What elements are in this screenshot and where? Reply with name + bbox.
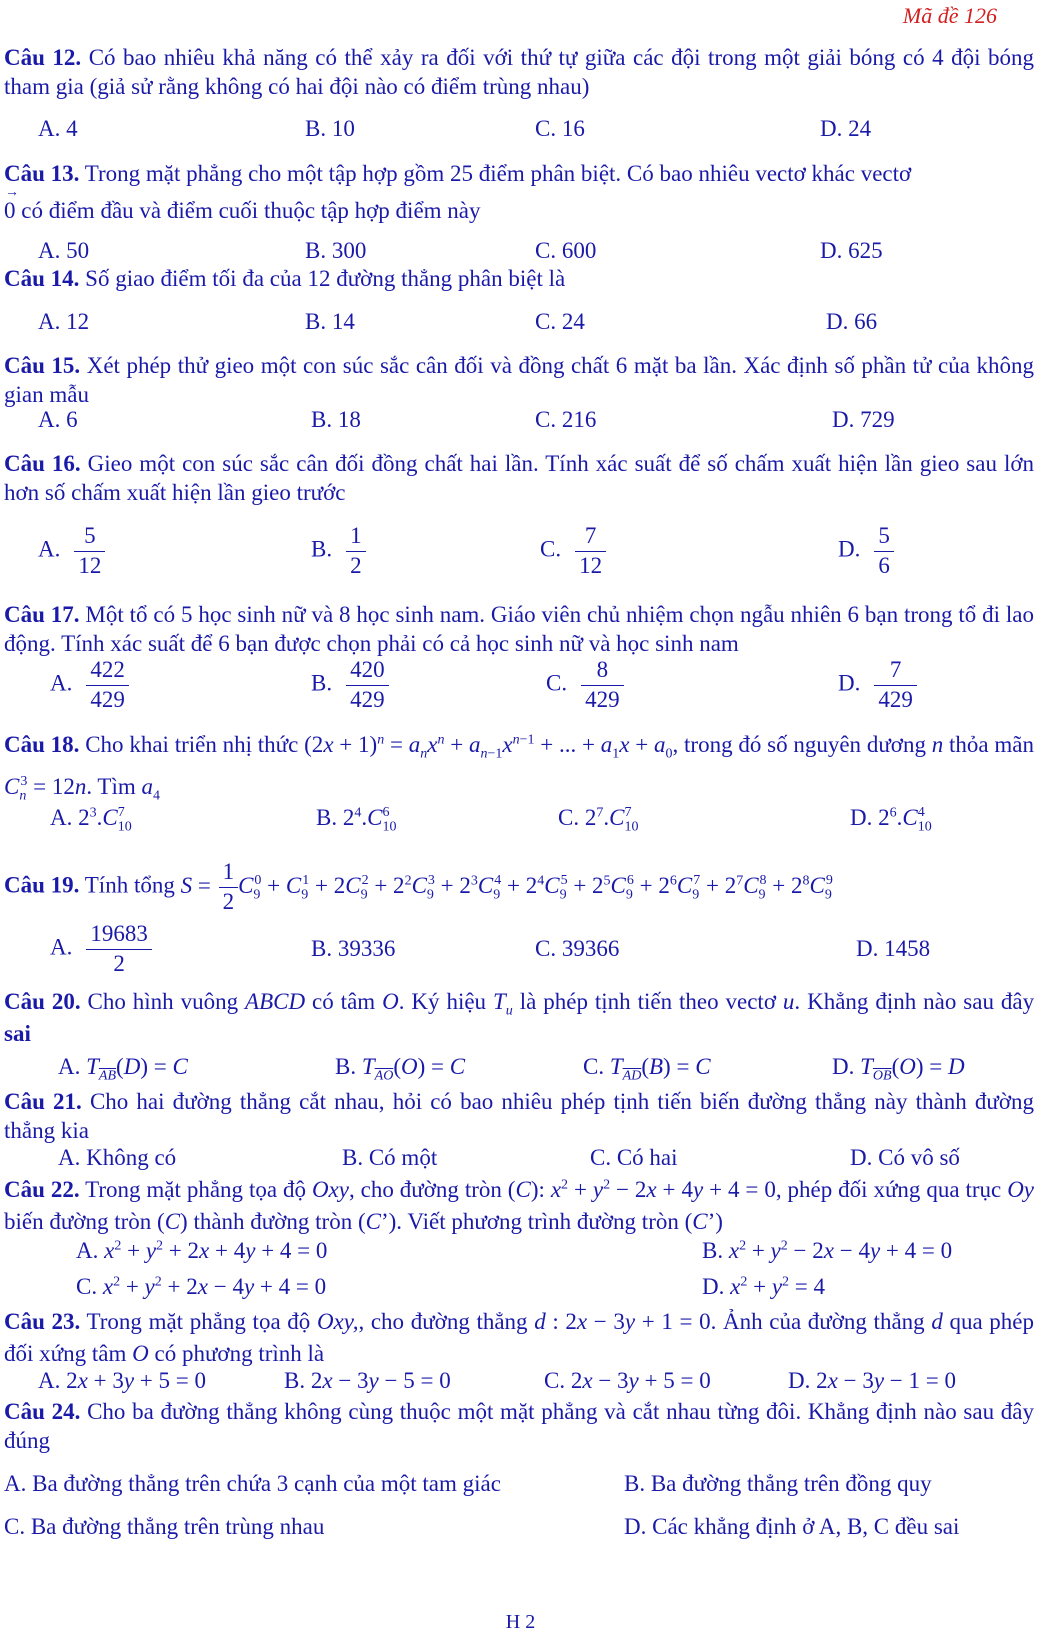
question-text: Xét phép thử gieo một con súc sắc cân đối và đồng chất 6 mặt ba lần. Xác định số phần tử của không gian mẫu: [4, 353, 1034, 407]
option-c[interactable]: C. Ba đường thẳng trên trùng nhau: [4, 1514, 325, 1539]
option-b[interactable]: B. 300: [305, 238, 367, 263]
question-12: [4, 44, 1034, 102]
question-text: Một tổ có 5 học sinh nữ và 8 học sinh nam. Giáo viên chủ nhiệm chọn ngẫu nhiên 6 bạn trong tổ đi lao động. Tính xác suất để 6 bạn được chọn phải có cả học sinh nữ và học sinh nam: [4, 602, 1035, 656]
question-text-2: có điểm đầu và điểm cuối thuộc tập hợp điểm này: [21, 197, 481, 223]
line-equation: d : 2x − 3y + 1 = 0: [534, 1309, 711, 1334]
question-number: Câu 18.: [4, 732, 80, 757]
question-19: Câu 19. Tính tổng S = $\frac{1}{2}$ $C_9^0 + C_9^1 + 2C_9^2 + 2^2C_9^3 + 2^3C_9^4 + 2^4C_9^5 + 2^5C_9^6 + 2^6C_9^7 + 2^7C_9^8 + 2^8C_9^9$: [4, 859, 833, 914]
question-number: Câu 21.: [4, 1089, 82, 1114]
option-c[interactable]: C. 600: [535, 238, 597, 263]
question-text: Cho hai đường thẳng cắt nhau, hỏi có bao nhiêu phép tịnh tiến biến đường thẳng này thành đường thẳng kia: [4, 1089, 1035, 1143]
options-16: [0, 522, 1041, 588]
option-b[interactable]: B. 18: [311, 407, 361, 432]
options-17: [0, 656, 1041, 722]
option-a[interactable]: A. 50: [38, 238, 90, 263]
question-21: [4, 1088, 1034, 1146]
option-d[interactable]: D. $2^6.C_{10}^4$: [850, 805, 932, 835]
question-17: [4, 601, 1034, 659]
question-number: Câu 16.: [4, 451, 81, 476]
option-d[interactable]: D. $T_{\overline{OB}}(O) = D$: [832, 1054, 965, 1084]
option-a[interactable]: A. $\frac{19683}{2}$: [50, 920, 152, 979]
option-a[interactable]: A. Ba đường thẳng trên chứa 3 cạnh của một tam giác: [4, 1471, 501, 1496]
option-b[interactable]: B. $x^2 + y^2 - 2x - 4y + 4 = 0$: [702, 1238, 953, 1263]
option-d[interactable]: D. $\frac{7}{429}$: [838, 656, 917, 715]
question-text: Cho ba đường thẳng không cùng thuộc một mặt phẳng và cắt nhau từng đôi. Khẳng định nào sau đây đúng: [4, 1399, 1034, 1453]
question-number: Câu 12.: [4, 45, 82, 70]
question-text: Số giao điểm tối đa của 12 đường thẳng phân biệt là: [85, 266, 566, 291]
question-text: Trong mặt phẳng cho một tập hợp gồm 25 điểm phân biệt. Có bao nhiêu vectơ khác vectơ: [84, 161, 912, 186]
question-text: Có bao nhiêu khả năng có thể xảy ra đối với thứ tự giữa các đội trong một giải bóng có 4 đội bóng tham gia (giả sử rằng không có hai đội nào có điểm trùng nhau): [4, 45, 1035, 99]
question-16: [4, 450, 1034, 508]
option-d[interactable]: D. $x^2 + y^2 = 4$: [702, 1274, 826, 1299]
question-23: Câu 23. Trong mặt phẳng tọa độ Oxy,, cho đường thẳng d : 2x − 3y + 1 = 0. Ảnh của đường thẳng d qua phép đối xứng tâm O có phương trình là: [4, 1309, 1035, 1367]
option-c[interactable]: C. Có hai: [590, 1145, 678, 1170]
question-number: Câu 22.: [4, 1177, 80, 1202]
circle-equation: $x^2 + y^2 - 2x + 4y + 4 = 0$: [550, 1177, 776, 1202]
option-a[interactable]: A. 2x + 3y + 5 = 0: [38, 1368, 206, 1393]
option-a[interactable]: A. $\frac{5}{12}$: [38, 522, 105, 581]
option-c[interactable]: C. 39366: [535, 936, 620, 961]
option-a[interactable]: A. $T_{\overline{AB}}(D) = C$: [58, 1054, 188, 1084]
question-14: [4, 265, 1034, 294]
option-b[interactable]: B. Ba đường thẳng trên đồng quy: [624, 1471, 932, 1496]
options-14: [0, 308, 1041, 344]
option-c[interactable]: C. 2x − 3y + 5 = 0: [544, 1368, 711, 1393]
option-c[interactable]: C. $2^7.C_{10}^7$: [558, 805, 639, 835]
question-15: [4, 352, 1034, 410]
question-number: Câu 13.: [4, 161, 80, 186]
option-d[interactable]: D. 1458: [856, 936, 931, 961]
options-22-row1: [0, 1237, 1041, 1273]
options-22-row2: [0, 1273, 1041, 1309]
option-b[interactable]: B. $T_{\overline{AO}}(O) = C$: [335, 1054, 466, 1084]
option-c[interactable]: C. 216: [535, 407, 597, 432]
exam-code: Mã đề 126: [902, 3, 997, 28]
question-number: Câu 17.: [4, 602, 80, 627]
question-text: Gieo một con súc sắc cân đối đồng chất hai lần. Tính xác suất để số chấm xuất hiện lần gieo sau lớn hơn số chấm xuất hiện lần gieo trước: [4, 451, 1035, 505]
option-a[interactable]: A. 12: [38, 309, 90, 334]
sum-formula: S = $\frac{1}{2}$ $C_9^0 + C_9^1 + 2C_9^2 + 2^2C_9^3 + 2^3C_9^4 + 2^4C_9^5 + 2^5C_9^6 + 2^6C_9^7 + 2^7C_9^8 + 2^8C_9^9$: [180, 859, 833, 914]
zero-vector: → 0: [4, 184, 19, 223]
option-d[interactable]: D. Các khẳng định ở A, B, C đều sai: [624, 1514, 960, 1539]
binomial-expansion: $(2x + 1)^n = a_nx^n + a_{n-1}x^{n-1}$ + ... + $a_1x + a_0$: [304, 732, 673, 762]
option-d[interactable]: D. 24: [820, 116, 872, 141]
question-number: Câu 19.: [4, 872, 80, 898]
option-b[interactable]: B. $\frac{1}{2}$: [311, 522, 366, 581]
options-24-row1: [0, 1470, 1041, 1506]
options-20: [0, 1053, 1041, 1089]
options-18: [0, 804, 1041, 840]
option-d[interactable]: D. Có vô số: [850, 1145, 960, 1170]
page-footer: H 2: [505, 1611, 536, 1633]
option-d[interactable]: D. $\frac{5}{6}$: [838, 522, 894, 581]
options-12: [0, 115, 1041, 151]
question-number: Câu 20.: [4, 989, 81, 1014]
option-b[interactable]: B. 2x − 3y − 5 = 0: [284, 1368, 451, 1393]
option-a[interactable]: A. $x^2 + y^2 + 2x + 4y + 4 = 0$: [76, 1238, 328, 1263]
option-a[interactable]: A. 4: [38, 116, 78, 141]
question-13: [4, 160, 1034, 226]
option-b[interactable]: B. $2^4.C_{10}^6$: [316, 805, 397, 835]
option-b[interactable]: B. 39336: [311, 936, 396, 961]
option-a[interactable]: A. $\frac{422}{429}$: [50, 656, 129, 715]
option-c[interactable]: C. 16: [535, 116, 585, 141]
option-d[interactable]: D. 625: [820, 238, 883, 263]
options-24-row2: [0, 1513, 1041, 1549]
option-a[interactable]: A. $2^3.C_{10}^7$: [50, 805, 132, 835]
option-d[interactable]: D. 729: [832, 407, 895, 432]
option-c[interactable]: C. $\frac{8}{429}$: [546, 656, 624, 715]
option-a[interactable]: A. 6: [38, 407, 78, 432]
option-a[interactable]: A. Không có: [58, 1145, 177, 1170]
option-d[interactable]: D. 66: [826, 309, 878, 334]
options-15: [0, 406, 1041, 442]
question-number: Câu 23.: [4, 1309, 81, 1334]
option-d[interactable]: D. 2x − 3y − 1 = 0: [788, 1368, 956, 1393]
question-number: Câu 15.: [4, 353, 81, 378]
question-22: Câu 22. Trong mặt phẳng tọa độ Oxy, cho đường tròn (C): $x^2 + y^2 - 2x + 4y + 4 = 0$, phép đối xứng qua trục Oy biến đường tròn (C) thành đường tròn (C’). Viết phương trình đường tròn (C’): [4, 1177, 1035, 1235]
option-b[interactable]: B. Có một: [342, 1145, 438, 1170]
option-c[interactable]: C. $x^2 + y^2 + 2x - 4y + 4 = 0$: [76, 1274, 327, 1299]
option-b[interactable]: B. $\frac{420}{429}$: [311, 656, 389, 715]
option-c[interactable]: C. $T_{\overline{AD}}(B) = C$: [583, 1054, 711, 1084]
question-20: Câu 20. Cho hình vuông ABCD có tâm O. Ký hiệu $T_u$ là phép tịnh tiến theo vectơ u. Khẳng định nào sau đây sai: [4, 989, 1035, 1047]
question-number: Câu 24.: [4, 1399, 81, 1424]
option-b[interactable]: B. 10: [305, 116, 355, 141]
option-c[interactable]: C. 24: [535, 309, 585, 334]
options-19: [0, 920, 1041, 986]
option-b[interactable]: B. 14: [305, 309, 355, 334]
question-18: Câu 18. Cho khai triển nhị thức $(2x + 1)^n = a_nx^n + a_{n-1}x^{n-1}$ + ... + $a_1x + a_0$, trong đó số nguyên dương n thỏa mãn $C_n^3 = 12n$. Tìm $a_4$: [4, 732, 1035, 804]
question-number: Câu 14.: [4, 266, 80, 291]
question-24: [4, 1398, 1034, 1456]
option-c[interactable]: C. $\frac{7}{12}$: [540, 522, 606, 581]
condition-formula: $C_n^3 = 12n$: [4, 774, 87, 804]
